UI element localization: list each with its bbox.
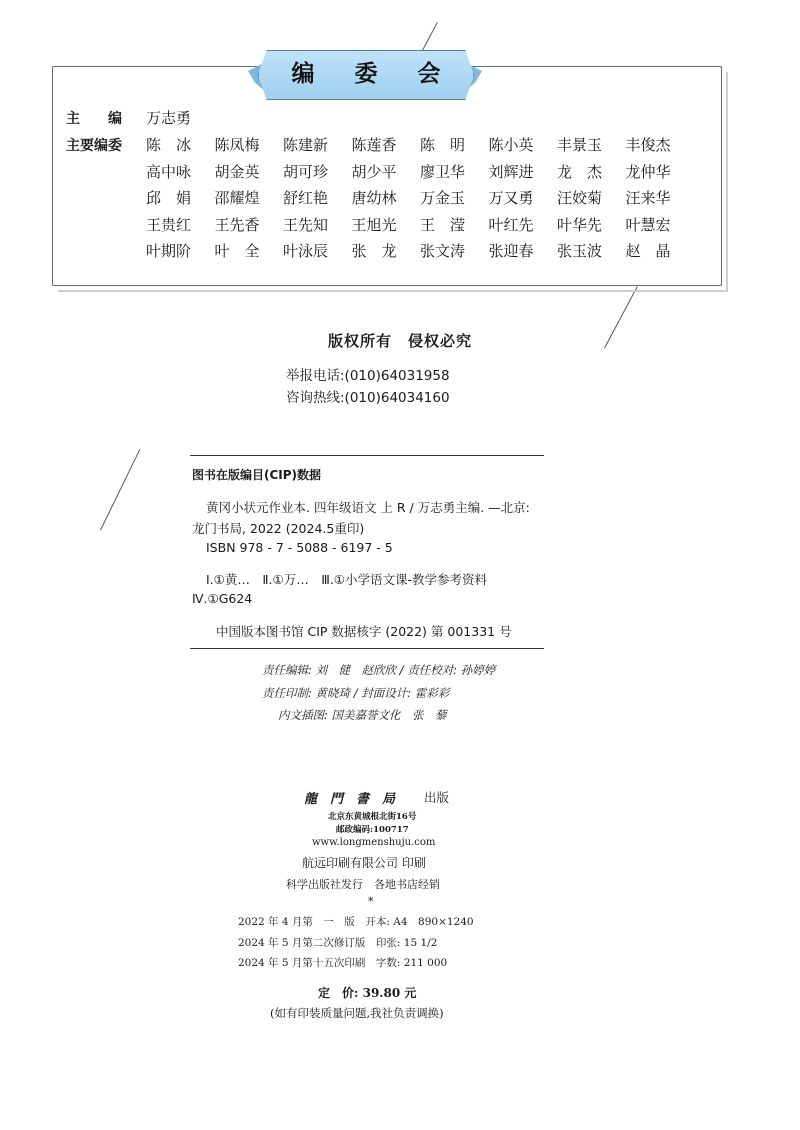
committee-member: 叶期阶 bbox=[146, 242, 192, 260]
committee-member: 叶泳辰 bbox=[283, 242, 329, 260]
decorative-line-left bbox=[100, 449, 140, 530]
report-phone: 举报电话:(010)64031958 bbox=[286, 368, 450, 384]
price: 定 价: 39.80 元 bbox=[318, 986, 417, 1000]
committee-member: 张 龙 bbox=[351, 242, 397, 260]
committee-member: 陈建新 bbox=[283, 136, 329, 154]
committee-member: 陈凤梅 bbox=[214, 136, 260, 154]
committee-member: 龙 杰 bbox=[557, 162, 603, 181]
committee-member: 王先香 bbox=[214, 215, 260, 234]
cip-check-number: 中国版本图书馆 CIP 数据核字 (2022) 第 001331 号 bbox=[216, 624, 512, 639]
committee-member: 万金玉 bbox=[420, 189, 466, 207]
cip-classification2: Ⅳ.①G624 bbox=[192, 591, 253, 606]
committee-member: 刘辉进 bbox=[488, 162, 534, 181]
edition-line3: 2024 年 5 月第十五次印刷 字数: 211 000 bbox=[238, 957, 448, 969]
committee-member: 王旭光 bbox=[351, 215, 397, 234]
consult-hotline: 咨询热线:(010)64034160 bbox=[286, 390, 450, 406]
printer: 航远印刷有限公司 印刷 bbox=[302, 856, 426, 870]
committee-member: 胡金英 bbox=[214, 162, 260, 181]
quality-note: (如有印装质量问题,我社负责调换) bbox=[270, 1006, 444, 1020]
committee-member: 丰景玉 bbox=[557, 136, 603, 154]
committee-member: 邵耀煌 bbox=[214, 189, 260, 207]
chief-editor-name: 万志勇 bbox=[146, 109, 192, 127]
decorative-line-top bbox=[420, 22, 438, 54]
committee-member: 胡可珍 bbox=[283, 162, 329, 181]
committee-member: 叶慧宏 bbox=[625, 215, 671, 234]
chief-editor-label: 主 编 bbox=[66, 111, 122, 127]
cip-bottom-rule bbox=[190, 648, 544, 649]
committee-member: 张玉波 bbox=[557, 242, 603, 260]
cip-isbn: ISBN 978 - 7 - 5088 - 6197 - 5 bbox=[206, 540, 393, 555]
committee-member: 陈莲香 bbox=[351, 136, 397, 154]
committee-member: 张文涛 bbox=[420, 242, 466, 260]
cip-classification1: Ⅰ.①黄… Ⅱ.①万… Ⅲ.①小学语文课-教学参考资料 bbox=[206, 572, 488, 587]
publisher-name: 龍 門 書 局 bbox=[304, 792, 396, 807]
cip-heading: 图书在版编目(CIP)数据 bbox=[192, 468, 322, 482]
edition-line1: 2022 年 4 月第 一 版 开本: A4 890×1240 bbox=[238, 916, 474, 928]
committee-member: 唐幼林 bbox=[351, 189, 397, 207]
committee-member: 张迎春 bbox=[488, 242, 534, 260]
committee-member: 万又勇 bbox=[488, 189, 534, 207]
main-editors-label: 主要编委 bbox=[66, 138, 122, 154]
committee-member: 叶华先 bbox=[557, 215, 603, 234]
committee-member: 丰俊杰 bbox=[625, 136, 671, 154]
cip-line1: 黄冈小状元作业本. 四年级语文 上 R / 万志勇主编. —北京: bbox=[206, 500, 530, 515]
cip-top-rule bbox=[190, 455, 544, 456]
committee-member: 王 滢 bbox=[420, 215, 466, 234]
credits-line3: 内文插图: 国美嘉誉文化 张 藜 bbox=[278, 708, 447, 722]
publisher-suffix: 出版 bbox=[424, 790, 450, 805]
committee-member: 陈 明 bbox=[420, 136, 466, 154]
committee-member: 汪姣菊 bbox=[557, 189, 603, 207]
committee-member: 廖卫华 bbox=[420, 162, 466, 181]
committee-member: 舒红艳 bbox=[283, 189, 329, 207]
committee-member: 王贵红 bbox=[146, 215, 192, 234]
separator-star: * bbox=[368, 895, 374, 908]
committee-member: 陈 冰 bbox=[146, 136, 192, 154]
credits-line2: 责任印制: 黄晓琦 / 封面设计: 霍彩彩 bbox=[262, 686, 450, 700]
committee-member: 叶 全 bbox=[214, 242, 260, 260]
committee-member: 赵 晶 bbox=[625, 242, 671, 260]
edition-line2: 2024 年 5 月第二次修订版 印张: 15 1/2 bbox=[238, 937, 438, 949]
committee-member: 叶红先 bbox=[488, 215, 534, 234]
publisher-address: 北京东黄城根北街16号 bbox=[328, 812, 417, 822]
committee-member: 邱 娟 bbox=[146, 189, 192, 207]
committee-member: 龙仲华 bbox=[625, 162, 671, 181]
publisher-website: www.longmenshuju.com bbox=[312, 837, 436, 848]
committee-title: 编 委 会 bbox=[291, 61, 457, 87]
distributor: 科学出版社发行 各地书店经销 bbox=[286, 878, 440, 891]
committee-member: 胡少平 bbox=[351, 162, 397, 181]
copyright-notice: 版权所有 侵权必究 bbox=[327, 332, 472, 350]
committee-member: 汪来华 bbox=[625, 189, 671, 207]
committee-member: 王先知 bbox=[283, 215, 329, 234]
committee-member: 高中咏 bbox=[146, 162, 192, 181]
committee-member: 陈小英 bbox=[488, 136, 534, 154]
publisher-postcode: 邮政编码:100717 bbox=[336, 825, 409, 835]
cip-line2: 龙门书局, 2022 (2024.5重印) bbox=[192, 521, 365, 536]
credits-line1: 责任编辑: 刘 健 赵欣欣 / 责任校对: 孙婷婷 bbox=[262, 663, 496, 677]
